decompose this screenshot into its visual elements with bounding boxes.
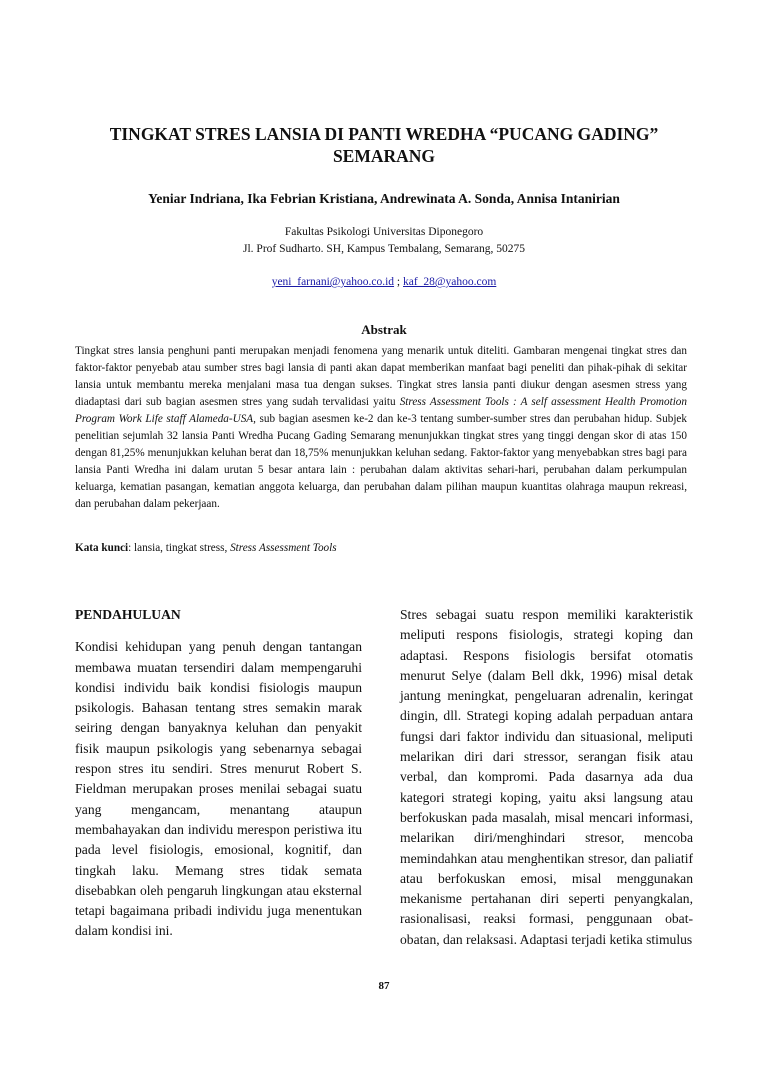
keywords-italic: Stress Assessment Tools (230, 542, 337, 554)
email-link-1[interactable]: yeni_farnani@yahoo.co.id (271, 276, 395, 288)
keywords (75, 540, 687, 557)
section-heading: PENDAHULUAN (75, 607, 181, 622)
abstract-text-part-1: Tingkat stres lansia penghuni panti merupakan menjadi fenomena yang menarik untuk diteliti. Gambaran mengenai tingkat stres dan faktor-faktor penyebab atau sumber stres bagi lansia di panti akan dapat memberikan manfaat bagi peneliti dan pihak-pihak di sekitar lansia untuk membantu mereka menjalani masa tua dengan sukses. Tingkat stres lansia panti diukur dengan asesmen stress yang diadaptasi dari sub bagian asesmen stres yang sudah tervalidasi yaitu (75, 345, 687, 408)
email-separator: ; (394, 276, 403, 288)
right-column (400, 605, 693, 950)
email-link-2[interactable]: kaf_28@yahoo.com (403, 276, 497, 288)
abstract-italic-title: Stress Assessment Tools : A self assessment Health Promotion Program Work Life staff Alameda-USA, (75, 396, 687, 425)
abstract-body (75, 343, 687, 513)
paper-title (60, 123, 708, 167)
author-list: Yeniar Indriana, Ika Febrian Kristiana, Andrewinata A. Sonda, Annisa Intanirian (148, 191, 620, 206)
left-column (75, 605, 362, 942)
contact-emails (40, 274, 728, 291)
affiliation-institution: Fakultas Psikologi Universitas Diponegoro (284, 226, 484, 238)
intro-paragraph-right: Stres sebagai suatu respon memiliki karakteristik meliputi respons fisiologis, strategi koping dan adaptasi. Respons fisiologis bersifat otomatis menurut Selye (dalam Bell dkk, 1996) misal detak jantung meningkat, pengeluaran adrenalin, keringat dingin, dll. Strategi koping adalah perpaduan antara fungsi dari faktor individu dan situasional, meliputi melarikan diri dari stressor, serangan fisik atau verbal, dan kompromi. Pada dasarnya ada dua kategori strategi koping, yaitu aksi langsung atau berfokuskan pada masalah, misal mencari informasi, melarikan diri/menghindari stresor, mencoba memindahkan atau menghentikan stresor, dan paliatif atau berfokuskan emosi, misal menggunakan mekanisme pertahanan diri seperti penyangkalan, rasionalisasi, reaksi formasi, penggunaan obat-obatan, dan relaksasi. Adaptasi terjadi ketika stimulus (400, 607, 693, 947)
keywords-plain: : lansia, tingkat stress, (128, 542, 231, 554)
abstract-text-part-2: sub bagian asesmen ke-2 dan ke-3 tentang sumber-sumber stres dan perubahan hidup. Subjek penelitian sejumlah 32 lansia Panti Wredha Pucang Gading Semarang menunjukkan tingkat stres yang tinggi dengan skor di atas 150 dengan 81,25% menunjukkan keluhan berat dan 18,75% menunjukkan keluhan sedang. Faktor-faktor yang menyebabkan stres bagi para lansia Panti Wredha ini dalam urutan 5 besar antara lain : perubahan dalam aktivitas sehari-hari, perubahan dalam perkumpulan keluarga, kematian pasangan, kematian anggota keluarga, dan perubahan dalam pilihan maupun kuantitas olahraga maupun rekreasi, dan perubahan dalam pekerjaan. (75, 413, 687, 510)
intro-paragraph-left: Kondisi kehidupan yang penuh dengan tantangan membawa muatan tersendiri dalam mempengaruhi kondisi individu baik kondisi fisiologis maupun psikologis. Bahasan tentang stres semakin marak seiring dengan banyaknya keluhan dan penyakit fisik maupun psikologis yang sebenarnya sebagai respon stres itu sendiri. Stres menurut Robert S. Fieldman merupakan proses menilai sebagai suatu yang mengancam, menantang ataupun membahayakan dan individu merespon peristiwa itu pada level fisiologis, emosional, kognitif, dan tingkah laku. Memang stres tidak semata disebabkan oleh pengaruh lingkungan atau eksternal tetapi bagaimana pribadi individu juga menentukan dalam kondisi ini. (75, 639, 362, 939)
abstract-heading: Abstrak (361, 322, 407, 337)
abstract-paragraph (75, 343, 687, 513)
page-number: 87 (378, 980, 390, 992)
paper-title-line-1: TINGKAT STRES LANSIA DI PANTI WREDHA “PUCANG GADING” (109, 124, 659, 144)
paper-title-line-2: SEMARANG (332, 146, 436, 166)
affiliation (40, 224, 728, 258)
keywords-label: Kata kunci (75, 542, 129, 554)
affiliation-address: Jl. Prof Sudharto. SH, Kampus Tembalang, Semarang, 50275 (243, 243, 525, 255)
